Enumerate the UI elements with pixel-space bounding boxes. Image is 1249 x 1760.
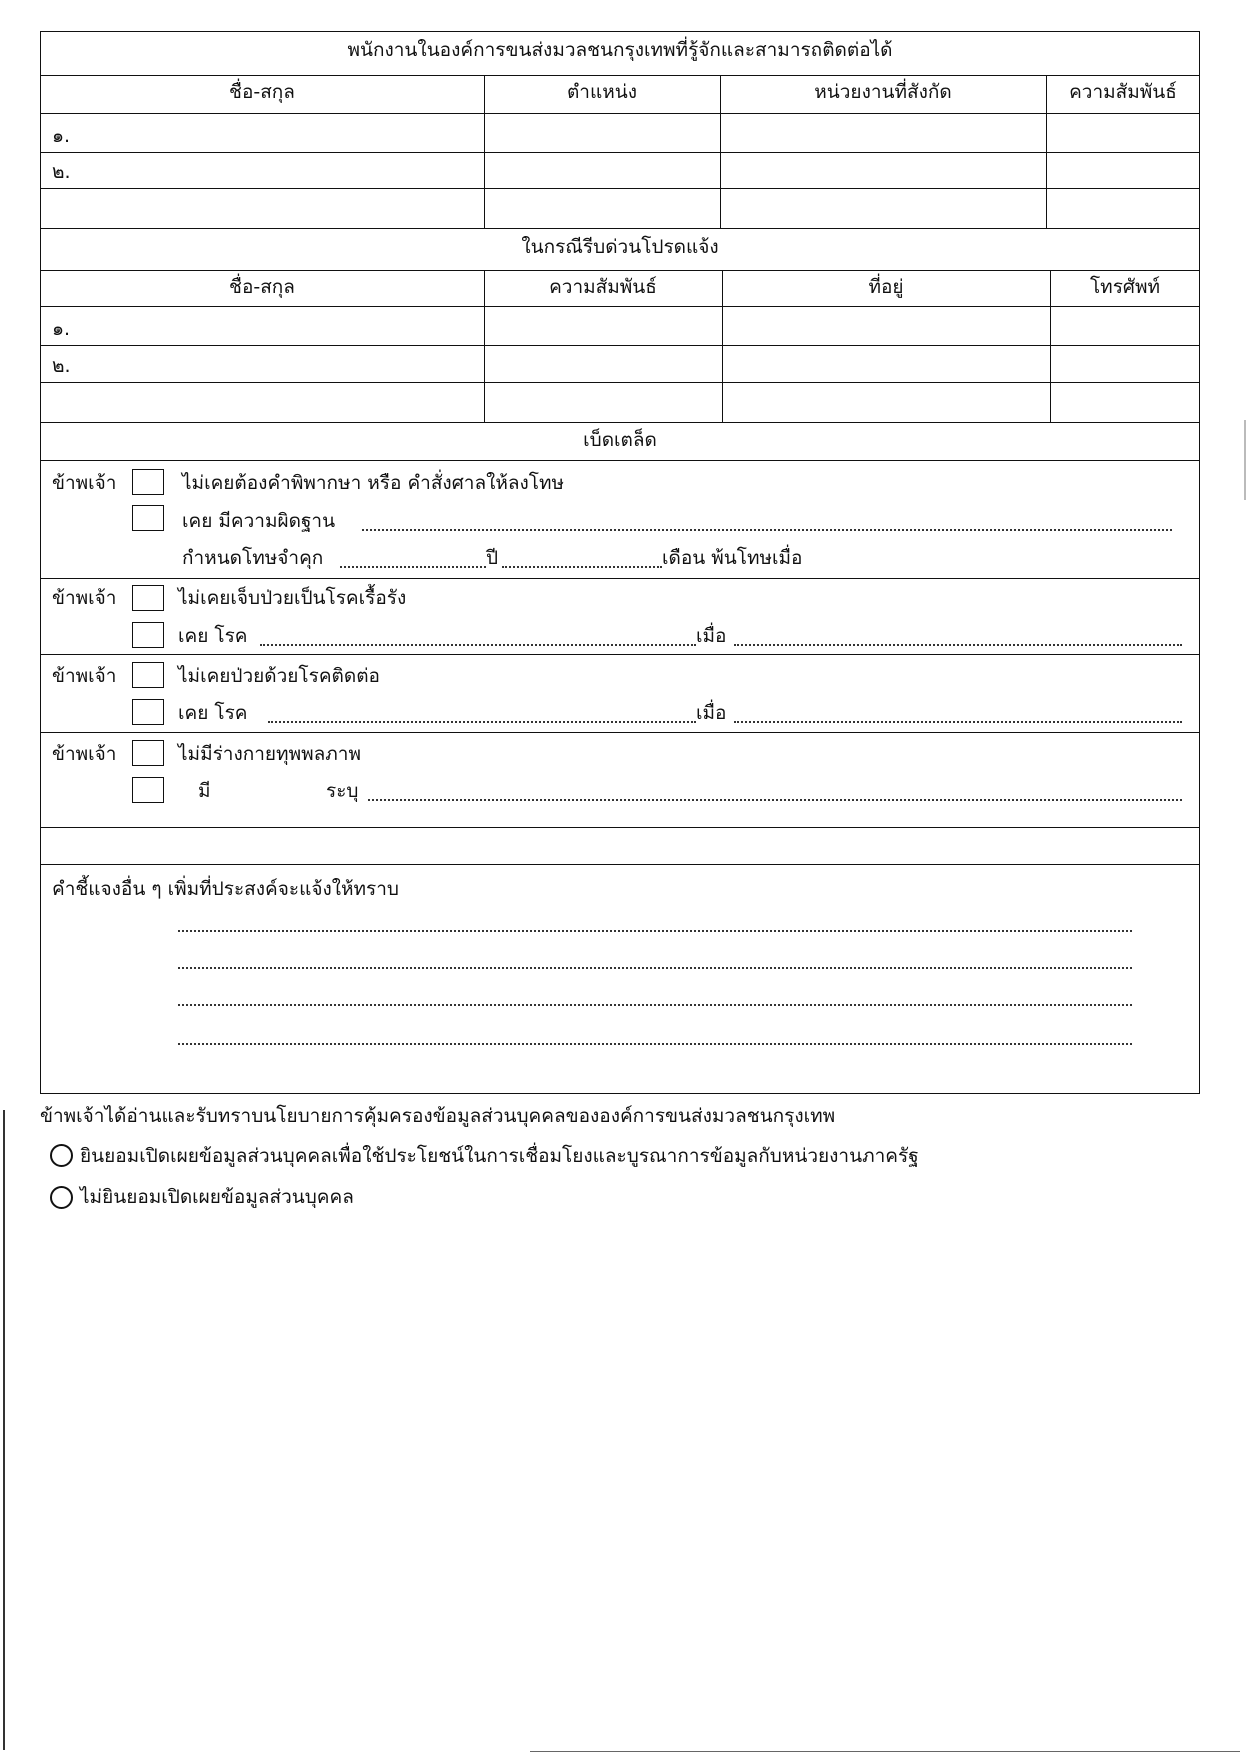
divider	[40, 270, 1200, 271]
divider	[40, 228, 1200, 229]
chronic-when-label: เมื่อ	[696, 625, 727, 647]
chronic-when-fill-line[interactable]	[734, 644, 1182, 646]
contagious-disease-fill-line[interactable]	[268, 721, 696, 723]
divider	[40, 460, 1200, 461]
divider	[40, 654, 1200, 655]
column-divider	[720, 75, 721, 228]
convicted-checkbox[interactable]	[132, 505, 164, 531]
no-disability-checkbox[interactable]	[132, 740, 164, 766]
consent-statement: ข้าพเจ้าได้อ่านและรับทราบนโยบายการคุ้มครองข้อมูลส่วนบุคคลขององค์การขนส่งมวลชนกรุงเทพ	[40, 1105, 836, 1127]
chronic-disease-fill-line[interactable]	[260, 644, 696, 646]
no-disability-label: ไม่มีร่างกายทุพพลภาพ	[178, 743, 361, 765]
contagious-when-fill-line[interactable]	[734, 721, 1182, 723]
emergency-row-number: ๑.	[52, 318, 71, 340]
remarks-fill-line[interactable]	[178, 1004, 1132, 1006]
chronic-disease-label: เคย โรค	[178, 625, 248, 647]
emergency-section-title: ในกรณีรีบด่วนโปรดแจ้ง	[521, 236, 719, 258]
has-disability-checkbox[interactable]	[132, 777, 164, 803]
divider	[40, 578, 1200, 579]
misc-section-title: เบ็ดเตล็ด	[583, 429, 657, 451]
never-convicted-label: ไม่เคยต้องคำพิพากษา หรือ คำสั่งศาลให้ลงโทษ	[182, 472, 565, 494]
scan-edge-bottom	[530, 1751, 1240, 1752]
column-divider	[484, 75, 485, 228]
consent-agree-label: ยินยอมเปิดเผยข้อมูลส่วนบุคคลเพื่อใช้ประโยชน์ในการเชื่อมโยงและบูรณาการข้อมูลกับหน่วยงานภาครัฐ	[80, 1145, 919, 1167]
contacts-row-number: ๑.	[52, 125, 71, 147]
contacts-header-position: ตำแหน่ง	[566, 81, 638, 103]
scan-edge-right	[1244, 420, 1246, 500]
offense-fill-line[interactable]	[362, 529, 1172, 531]
subject-label: ข้าพเจ้า	[52, 472, 117, 494]
no-contagious-disease-label: ไม่เคยป่วยด้วยโรคติดต่อ	[178, 665, 380, 687]
disability-specify-fill-line[interactable]	[368, 799, 1182, 801]
contagious-disease-checkbox[interactable]	[132, 699, 164, 725]
remarks-fill-line[interactable]	[178, 1043, 1132, 1045]
column-divider	[1046, 75, 1047, 228]
emergency-header-name: ชื่อ-สกุล	[229, 276, 295, 298]
chronic-disease-checkbox[interactable]	[132, 622, 164, 648]
contagious-when-label: เมื่อ	[696, 702, 727, 724]
subject-label: ข้าพเจ้า	[52, 587, 117, 609]
sentence-years-line[interactable]	[340, 566, 486, 568]
remarks-fill-line[interactable]	[178, 967, 1132, 969]
divider	[40, 113, 1200, 114]
subject-label: ข้าพเจ้า	[52, 743, 117, 765]
no-contagious-disease-checkbox[interactable]	[132, 662, 164, 688]
contacts-section-title: พนักงานในองค์การขนส่งมวลชนกรุงเทพที่รู้จักและสามารถติดต่อได้	[347, 39, 893, 61]
no-chronic-disease-label: ไม่เคยเจ็บป่วยเป็นโรคเรื้อรัง	[178, 587, 407, 609]
emergency-header-relationship: ความสัมพันธ์	[549, 276, 657, 298]
contacts-header-relationship: ความสัมพันธ์	[1069, 81, 1177, 103]
column-divider	[1050, 270, 1051, 422]
divider	[40, 75, 1200, 76]
divider	[40, 188, 1200, 189]
divider	[40, 345, 1200, 346]
release-label: เดือน พ้นโทษเมื่อ	[662, 547, 803, 569]
divider	[40, 732, 1200, 733]
scan-edge-left	[3, 1110, 5, 1750]
subject-label: ข้าพเจ้า	[52, 665, 117, 687]
contagious-disease-label: เคย โรค	[178, 702, 248, 724]
divider	[40, 306, 1200, 307]
sentence-label: กำหนดโทษจำคุก	[182, 547, 324, 569]
has-disability-label: มี	[198, 780, 211, 802]
no-chronic-disease-checkbox[interactable]	[132, 585, 164, 611]
emergency-header-address: ที่อยู่	[868, 276, 904, 298]
sentence-months-line[interactable]	[502, 566, 662, 568]
emergency-row-number: ๒.	[52, 355, 71, 377]
year-label: ปี	[486, 547, 499, 569]
column-divider	[484, 270, 485, 422]
consent-decline-radio[interactable]	[50, 1186, 73, 1209]
contacts-header-department: หน่วยงานที่สังกัด	[814, 81, 952, 103]
specify-label: ระบุ	[326, 780, 359, 802]
divider	[40, 422, 1200, 423]
divider	[40, 864, 1200, 865]
column-divider	[722, 270, 723, 422]
emergency-header-phone: โทรศัพท์	[1089, 276, 1161, 298]
divider	[40, 152, 1200, 153]
remarks-title: คำชี้แจงอื่น ๆ เพิ่มที่ประสงค์จะแจ้งให้ทราบ	[52, 878, 399, 900]
consent-decline-label: ไม่ยินยอมเปิดเผยข้อมูลส่วนบุคคล	[80, 1186, 354, 1208]
remarks-fill-line[interactable]	[178, 930, 1132, 932]
consent-agree-radio[interactable]	[50, 1144, 73, 1167]
contacts-header-name: ชื่อ-สกุล	[229, 81, 295, 103]
convicted-label: เคย มีความผิดฐาน	[182, 510, 336, 532]
contacts-row-number: ๒.	[52, 161, 71, 183]
divider	[40, 827, 1200, 828]
divider	[40, 382, 1200, 383]
never-convicted-checkbox[interactable]	[132, 469, 164, 495]
